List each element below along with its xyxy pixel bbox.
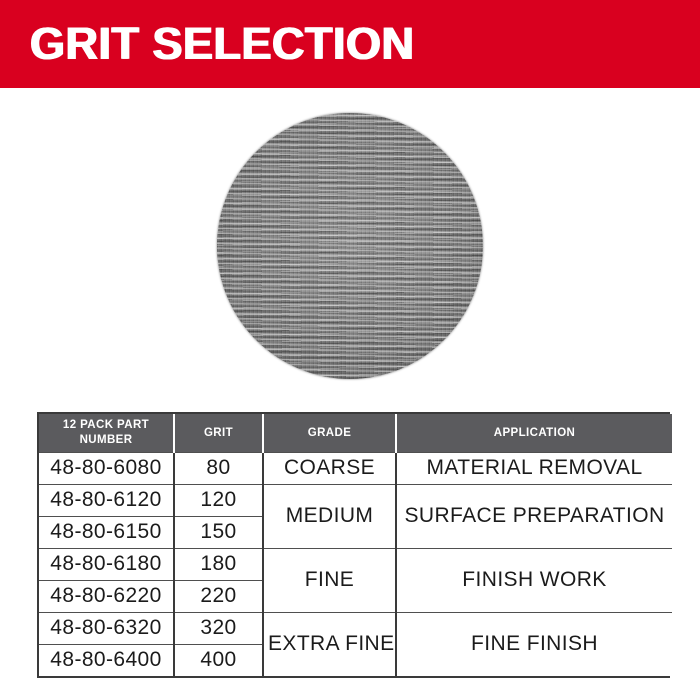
grit-cell: 120 (174, 484, 263, 516)
application-cell: MATERIAL REMOVAL (396, 452, 672, 484)
table-row (39, 452, 672, 484)
part-number-cell: 48-80-6120 (39, 484, 174, 516)
part-number-cell: 48-80-6400 (39, 644, 174, 676)
grit-cell: 400 (174, 644, 263, 676)
grit-cell: 180 (174, 548, 263, 580)
product-image-area (0, 113, 700, 379)
table-row (39, 612, 672, 644)
grit-cell: 80 (174, 452, 263, 484)
application-cell: FINISH WORK (396, 548, 672, 612)
table-row (39, 484, 672, 516)
col-header-grade: GRADE (263, 414, 396, 452)
col-header-application: APPLICATION (396, 414, 672, 452)
grit-cell: 220 (174, 580, 263, 612)
grade-cell: COARSE (263, 452, 396, 484)
part-number-cell: 48-80-6220 (39, 580, 174, 612)
grade-cell: EXTRA FINE (263, 612, 396, 676)
grade-cell: FINE (263, 548, 396, 612)
header-banner (0, 0, 700, 88)
part-number-cell: 48-80-6150 (39, 516, 174, 548)
col-header-part-number: 12 PACK PART NUMBER (39, 414, 174, 452)
part-number-cell: 48-80-6320 (39, 612, 174, 644)
part-number-cell: 48-80-6080 (39, 452, 174, 484)
part-number-cell: 48-80-6180 (39, 548, 174, 580)
grit-cell: 320 (174, 612, 263, 644)
grit-cell: 150 (174, 516, 263, 548)
col-header-grit: GRIT (174, 414, 263, 452)
mesh-sanding-disc-image (217, 113, 483, 379)
table-header-row (39, 414, 672, 452)
page-title: GRIT SELECTION (30, 18, 415, 69)
grit-selection-table (39, 414, 672, 676)
grit-selection-table-wrap (37, 412, 670, 678)
table-row (39, 548, 672, 580)
application-cell: SURFACE PREPARATION (396, 484, 672, 548)
application-cell: FINE FINISH (396, 612, 672, 676)
grade-cell: MEDIUM (263, 484, 396, 548)
